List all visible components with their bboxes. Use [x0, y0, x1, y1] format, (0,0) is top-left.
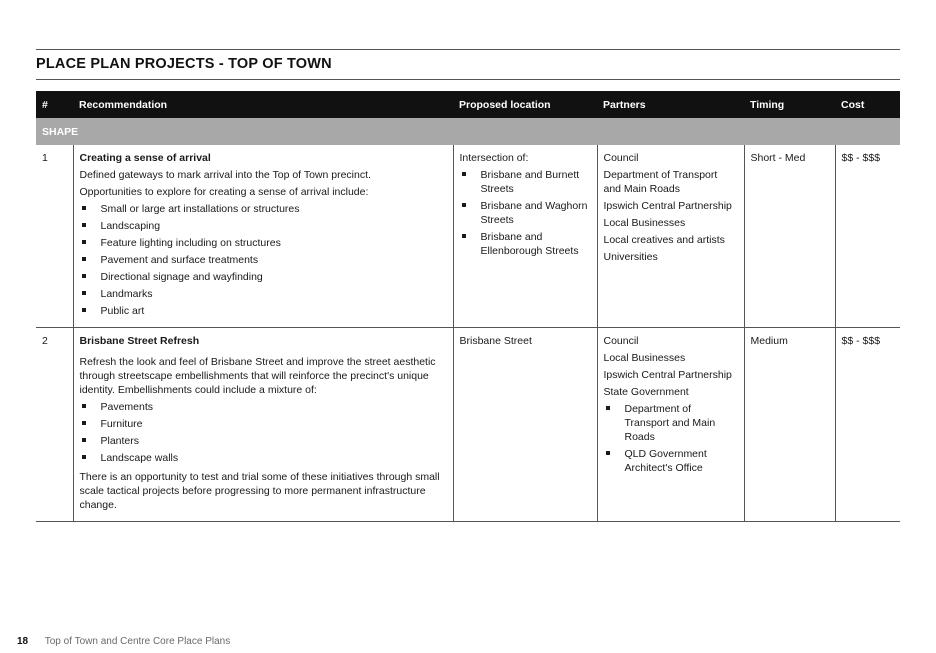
header-partners: Partners [597, 91, 744, 118]
partner-item: Council [603, 152, 639, 164]
list-item: Landmarks [80, 287, 447, 301]
header-number: # [36, 91, 73, 118]
section-label: SHAPE [36, 118, 900, 145]
list-item: Directional signage and wayfinding [80, 270, 447, 284]
section-row [36, 118, 900, 145]
list-item: Small or large art installations or structures [80, 202, 447, 216]
timing-cell: Medium [744, 328, 835, 522]
partners-cell [597, 328, 744, 522]
header-recommendation: Recommendation [73, 91, 453, 118]
partner-item: Department of Transport and Main Roads [603, 169, 718, 195]
recommendation-text: Refresh the look and feel of Brisbane Street and improve the street aesthetic through streetscape embellishments that will reinforce the precinct's unique identity. Embellishments could include a mixture of: [79, 356, 436, 396]
title-underline [36, 79, 900, 80]
location-intro: Intersection of: [459, 152, 529, 164]
recommendation-bullets [80, 202, 447, 318]
row-number: 2 [36, 328, 73, 522]
list-item: Planters [80, 434, 447, 448]
partner-item: Local Businesses [603, 217, 686, 229]
partner-item: Ipswich Central Partnership [603, 369, 732, 381]
list-item: Brisbane and Waghorn Streets [460, 199, 591, 227]
list-item: Brisbane and Ellenborough Streets [460, 230, 591, 258]
partner-item: Local Businesses [603, 352, 686, 364]
partner-item: Council [603, 335, 639, 347]
cost-cell: $$ - $$$ [835, 328, 900, 522]
list-item: Department of Transport and Main Roads [604, 402, 738, 444]
partner-bullets [604, 402, 738, 475]
row-number: 1 [36, 145, 73, 328]
list-item: Landscape walls [80, 451, 447, 465]
partner-item: Ipswich Central Partnership [603, 200, 732, 212]
recommendation-title: Brisbane Street Refresh [79, 335, 200, 347]
list-item: Furniture [80, 417, 447, 431]
location-cell [453, 145, 597, 328]
recommendation-text: Opportunities to explore for creating a sense of arrival include: [79, 186, 369, 198]
list-item: Brisbane and Burnett Streets [460, 168, 591, 196]
partner-item: Universities [603, 251, 658, 263]
recommendation-cell [73, 328, 453, 522]
projects-table [36, 91, 900, 522]
footer-text: Top of Town and Centre Core Place Plans [44, 636, 231, 647]
partner-item: Local creatives and artists [603, 234, 725, 246]
header-timing: Timing [744, 91, 835, 118]
location-cell: Brisbane Street [453, 328, 597, 522]
list-item: Feature lighting including on structures [80, 236, 447, 250]
page-title: PLACE PLAN PROJECTS - TOP OF TOWN [36, 56, 332, 72]
list-item: Public art [80, 304, 447, 318]
top-rule [36, 49, 900, 50]
header-proposed-location: Proposed location [453, 91, 597, 118]
page-number: 18 [17, 636, 29, 647]
recommendation-bullets [80, 400, 447, 465]
recommendation-title: Creating a sense of arrival [79, 152, 211, 164]
partner-item: State Government [603, 386, 689, 398]
header-cost: Cost [835, 91, 900, 118]
list-item: Landscaping [80, 219, 447, 233]
recommendation-closing: There is an opportunity to test and trial some of these initiatives through small scale tactical projects before progressing to more permanent infrastructure change. [79, 471, 440, 511]
timing-cell: Short - Med [744, 145, 835, 328]
page-footer [17, 636, 230, 647]
table-row [36, 145, 900, 328]
list-item: Pavements [80, 400, 447, 414]
cost-cell: $$ - $$$ [835, 145, 900, 328]
list-item: QLD Government Architect's Office [604, 447, 738, 475]
location-bullets [460, 168, 591, 258]
list-item: Pavement and surface treatments [80, 253, 447, 267]
table-header-row [36, 91, 900, 118]
table-row [36, 328, 900, 522]
partners-cell [597, 145, 744, 328]
recommendation-cell [73, 145, 453, 328]
recommendation-text: Defined gateways to mark arrival into the Top of Town precinct. [79, 169, 371, 181]
